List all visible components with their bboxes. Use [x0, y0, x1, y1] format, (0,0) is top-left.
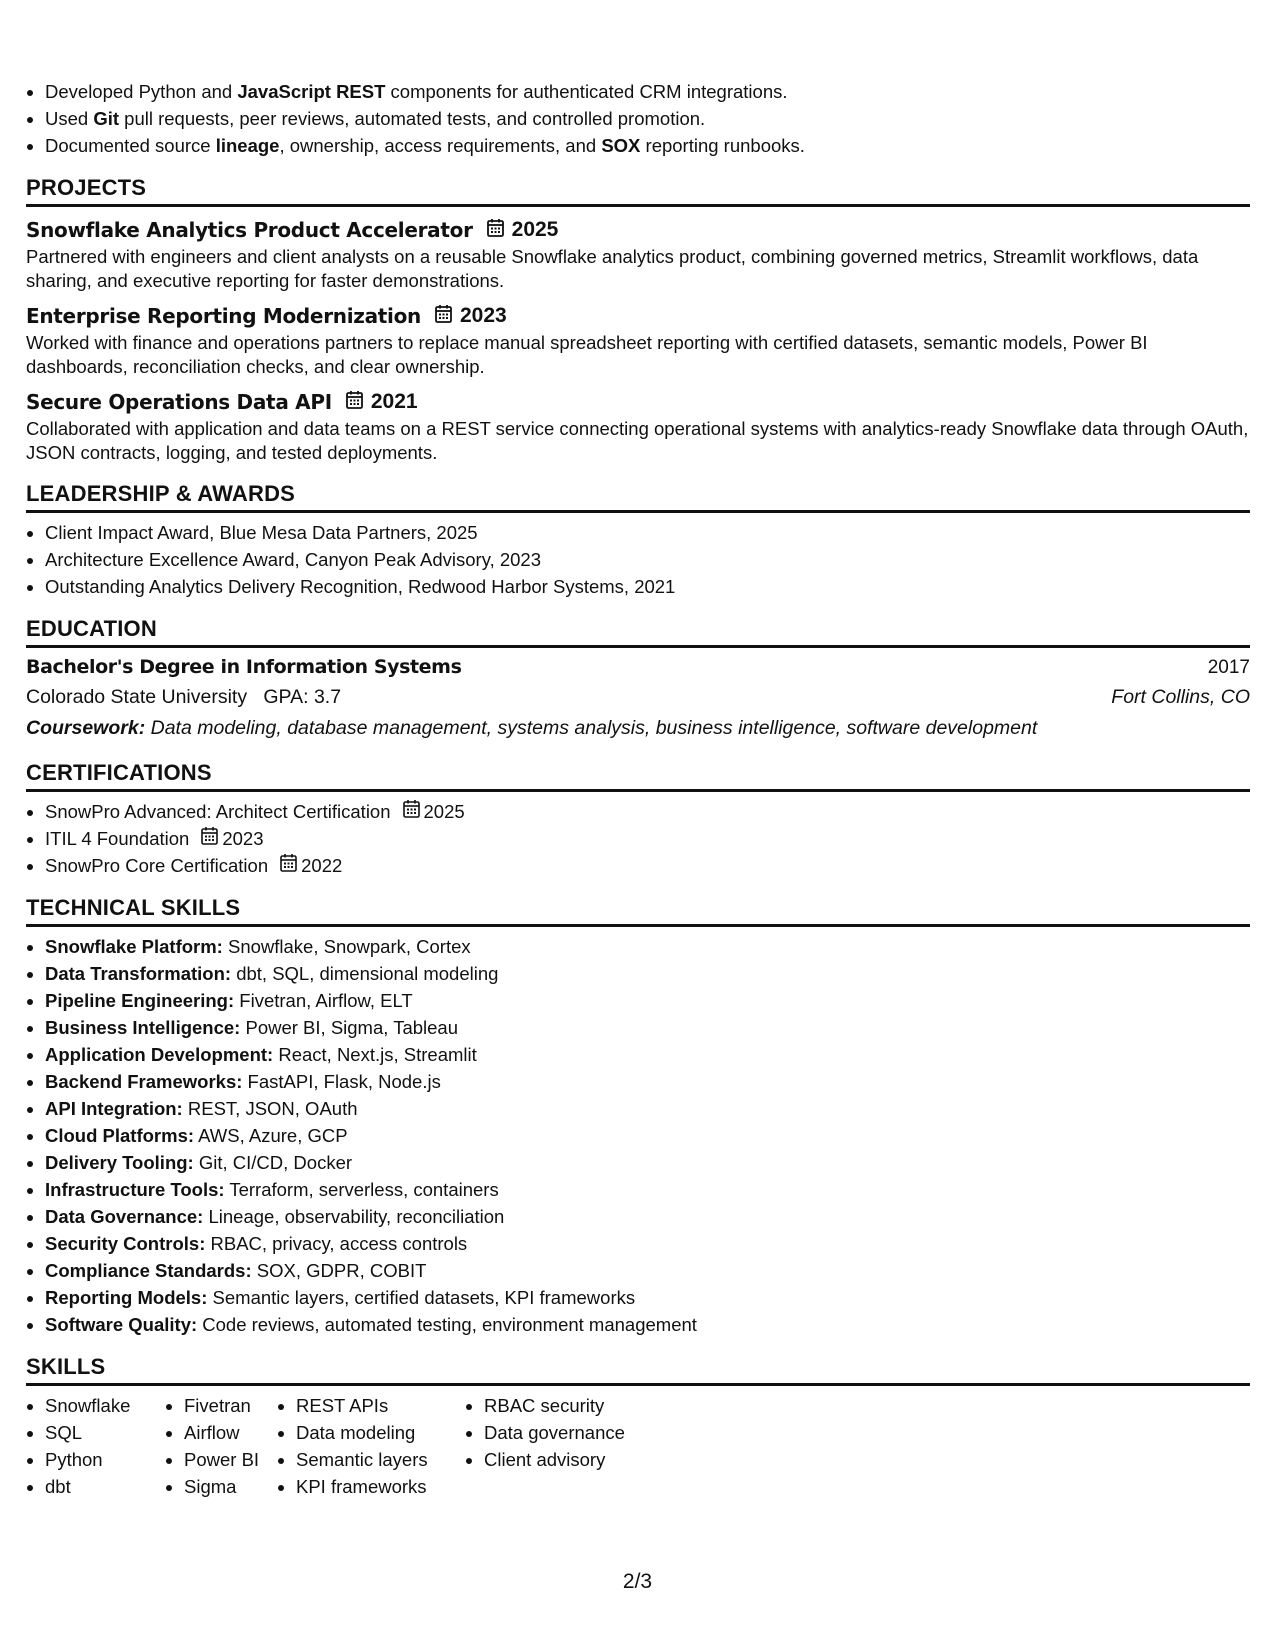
project-item [26, 216, 1250, 293]
skill-item: • Snowflake [45, 1392, 165, 1419]
experience-bullet-list [26, 78, 1250, 159]
technical-skill-item [45, 1176, 1250, 1203]
technical-skill-item [45, 1149, 1250, 1176]
skill-values: RBAC, privacy, access controls [205, 1233, 468, 1254]
projects-section [26, 216, 1250, 465]
projects-heading: PROJECTS [26, 175, 1250, 207]
skill-category: Reporting Models: [45, 1287, 208, 1308]
skill-values: FastAPI, Flask, Node.js [242, 1071, 441, 1092]
leadership-list [26, 519, 1250, 600]
skill-item: • Fivetran [184, 1392, 277, 1419]
skill-category: Data Transformation: [45, 963, 232, 984]
project-description: Worked with finance and operations partners to replace manual spreadsheet reporting with certified datasets, semantic models, Power BI dashboards, reconciliation checks, and clear ownership. [26, 332, 1148, 377]
certification-name: • SnowPro Advanced: Architect Certification [45, 801, 391, 822]
technical-skills-heading: TECHNICAL SKILLS [26, 895, 1250, 927]
experience-bullet: • Used Git pull requests, peer reviews, automated tests, and controlled promotion. [45, 105, 1250, 132]
education-heading: EDUCATION [26, 616, 1250, 648]
project-year: 2025 [511, 218, 559, 241]
skill-item: • RBAC security [484, 1392, 684, 1419]
skills-column [26, 1392, 165, 1500]
skill-item: • Power BI [184, 1446, 277, 1473]
skill-item: • REST APIs [296, 1392, 465, 1419]
certification-year: 2023 [222, 828, 264, 849]
school-location: Fort Collins, CO [1111, 686, 1250, 708]
skill-category: Compliance Standards: [45, 1260, 252, 1281]
project-item [26, 388, 1250, 465]
skill-values: Git, CI/CD, Docker [193, 1152, 353, 1173]
technical-skill-item [45, 1068, 1250, 1095]
skill-values: Semantic layers, certified datasets, KPI frameworks [207, 1287, 636, 1308]
graduation-year: 2017 [1207, 657, 1250, 678]
skill-category: Snowflake Platform: [45, 936, 223, 957]
certifications-list [26, 798, 1250, 879]
skill-category: Data Governance: [45, 1206, 204, 1227]
skill-item: • Sigma [184, 1473, 277, 1500]
skill-values: Snowflake, Snowpark, Cortex [222, 936, 471, 957]
school-name: Colorado State University [26, 686, 248, 708]
project-year: 2023 [460, 304, 507, 327]
skills-column [465, 1392, 684, 1500]
technical-skill-item [45, 1230, 1250, 1257]
certifications-heading: CERTIFICATIONS [26, 760, 1250, 792]
skill-values: Lineage, observability, reconciliation [203, 1206, 505, 1227]
skill-category: Software Quality: [45, 1314, 198, 1335]
skills-columns [26, 1392, 1250, 1500]
technical-skill-item [45, 1284, 1250, 1311]
certification-name: • SnowPro Core Certification [45, 855, 269, 876]
skill-category: Security Controls: [45, 1233, 206, 1254]
coursework-label: Coursework: [26, 717, 146, 739]
skill-values: React, Next.js, Streamlit [273, 1044, 477, 1065]
skill-category: Delivery Tooling: [45, 1152, 194, 1173]
calendar-icon [280, 852, 297, 879]
skill-category: Backend Frameworks: [45, 1071, 243, 1092]
skills-column [277, 1392, 465, 1500]
skill-category: Application Development: [45, 1044, 274, 1065]
skills-heading: SKILLS [26, 1354, 1250, 1386]
skill-values: Fivetran, Airflow, ELT [234, 990, 413, 1011]
skill-values: Power BI, Sigma, Tableau [240, 1017, 459, 1038]
skill-category: Cloud Platforms: [45, 1125, 195, 1146]
project-title: Enterprise Reporting Modernization [26, 304, 421, 328]
experience-bullet: • Developed Python and JavaScript REST components for authenticated CRM integrations. [45, 78, 1250, 105]
skill-values: Code reviews, automated testing, environment management [197, 1314, 697, 1335]
certification-name: • ITIL 4 Foundation [45, 828, 190, 849]
skill-item: • Data modeling [296, 1419, 465, 1446]
education-section [26, 652, 1250, 744]
project-year: 2021 [370, 390, 418, 413]
resume-page [26, 78, 1250, 1500]
certification-item [45, 798, 1250, 825]
skill-values: REST, JSON, OAuth [182, 1098, 358, 1119]
project-description: Collaborated with application and data teams on a REST service connecting operational systems with analytics-ready Snowflake data through OAuth, JSON contracts, logging, and tested deployments. [26, 418, 1249, 463]
skill-values: SOX, GDPR, COBIT [251, 1260, 427, 1281]
project-description: Partnered with engineers and client analysts on a reusable Snowflake analytics product, combining governed metrics, Streamlit workflows, data sharing, and executive reporting for faster demonstrations. [26, 246, 1199, 291]
calendar-icon [403, 798, 420, 825]
technical-skill-item [45, 960, 1250, 987]
technical-skill-item [45, 1122, 1250, 1149]
skill-item: • KPI frameworks [296, 1473, 465, 1500]
project-title: Snowflake Analytics Product Accelerator [26, 218, 473, 242]
technical-skill-item [45, 1257, 1250, 1284]
technical-skill-item [45, 987, 1250, 1014]
skills-column [165, 1392, 277, 1500]
skill-item: • SQL [45, 1419, 165, 1446]
technical-skill-item [45, 933, 1250, 960]
skill-item: • Client advisory [484, 1446, 684, 1473]
technical-skill-item [45, 1311, 1250, 1338]
skill-item: • Semantic layers [296, 1446, 465, 1473]
skill-item: • Airflow [184, 1419, 277, 1446]
leadership-heading: LEADERSHIP & AWARDS [26, 481, 1250, 513]
gpa: GPA: 3.7 [263, 686, 342, 708]
skill-category: Infrastructure Tools: [45, 1179, 225, 1200]
award-item: • Architecture Excellence Award, Canyon Peak Advisory, 2023 [45, 546, 1250, 573]
technical-skill-item [45, 1203, 1250, 1230]
calendar-icon [346, 388, 363, 416]
award-item: • Outstanding Analytics Delivery Recognition, Redwood Harbor Systems, 2021 [45, 573, 1250, 600]
certification-item [45, 825, 1250, 852]
certification-item [45, 852, 1250, 879]
calendar-icon [201, 825, 218, 852]
certification-year: 2022 [301, 855, 343, 876]
skill-values: AWS, Azure, GCP [194, 1125, 348, 1146]
project-title: Secure Operations Data API [26, 390, 332, 414]
project-item [26, 302, 1250, 379]
skill-values: Terraform, serverless, containers [224, 1179, 499, 1200]
coursework [26, 712, 1250, 744]
degree-title: Bachelor's Degree in Information Systems [26, 656, 462, 678]
coursework-list: Data modeling, database management, systems analysis, business intelligence, software development [145, 717, 1038, 739]
technical-skill-item [45, 1041, 1250, 1068]
skill-item: • dbt [45, 1473, 165, 1500]
certification-year: 2025 [423, 801, 465, 822]
calendar-icon [487, 216, 504, 244]
technical-skill-item [45, 1095, 1250, 1122]
technical-skills-list [26, 933, 1250, 1338]
skill-category: API Integration: [45, 1098, 183, 1119]
award-item: • Client Impact Award, Blue Mesa Data Partners, 2025 [45, 519, 1250, 546]
skill-item: • Data governance [484, 1419, 684, 1446]
skill-values: dbt, SQL, dimensional modeling [231, 963, 499, 984]
page-number: 2/3 [622, 1570, 653, 1593]
calendar-icon [435, 302, 452, 330]
experience-bullet: • Documented source lineage, ownership, access requirements, and SOX reporting runbooks. [45, 132, 1250, 159]
skill-category: Pipeline Engineering: [45, 990, 235, 1011]
skill-item: • Python [45, 1446, 165, 1473]
skill-category: Business Intelligence: [45, 1017, 241, 1038]
technical-skill-item [45, 1014, 1250, 1041]
